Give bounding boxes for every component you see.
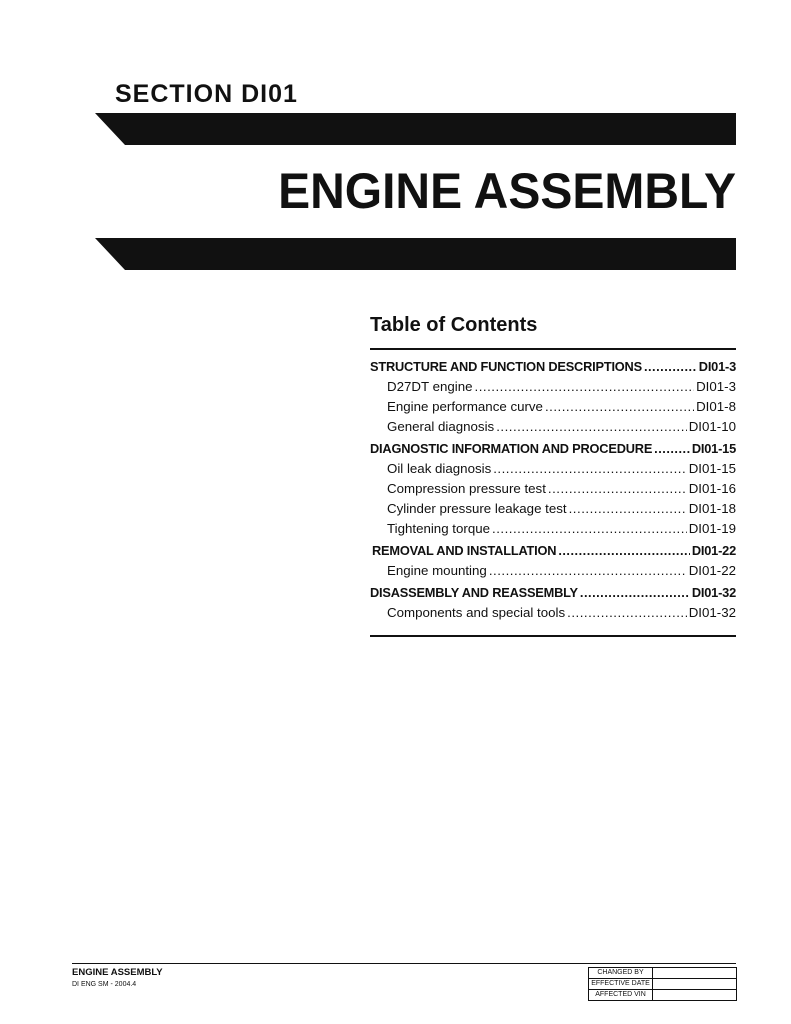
change-label: CHANGED BY [589, 968, 653, 979]
toc-leader-dots [492, 519, 687, 539]
toc-page-number: DI01-16 [688, 481, 736, 496]
change-value [653, 979, 737, 990]
toc-entry-text: D27DT engine [387, 379, 473, 394]
toc-section-entry [370, 541, 736, 561]
change-record-table [588, 967, 737, 1001]
toc-page-number: DI01-22 [688, 563, 736, 578]
header-band-top [0, 113, 791, 145]
toc-entry-text: DIAGNOSTIC INFORMATION AND PROCEDURE [370, 441, 653, 456]
toc-leader-dots [489, 561, 687, 581]
toc-entry [370, 561, 736, 581]
toc-leader-dots [644, 357, 697, 377]
toc-entry [370, 499, 736, 519]
toc-page-number: DI01-19 [688, 521, 736, 536]
change-row-effective-date [589, 979, 737, 990]
toc-leader-dots [580, 583, 690, 603]
toc-title: Table of Contents [370, 314, 538, 336]
toc-entry [370, 417, 736, 437]
toc-page-number: DI01-22 [691, 543, 736, 558]
footer-title: ENGINE ASSEMBLY [72, 967, 163, 978]
change-row-affected-vin [589, 990, 737, 1001]
toc-leader-dots [654, 439, 690, 459]
toc-leader-dots [569, 499, 687, 519]
toc-entry-text: REMOVAL AND INSTALLATION [372, 543, 557, 558]
toc-entry-text: Cylinder pressure leakage test [387, 501, 567, 516]
toc-entry-text: Compression pressure test [387, 481, 546, 496]
toc-entry-text: Components and special tools [387, 605, 566, 620]
toc-leader-dots [548, 479, 687, 499]
toc-leader-dots [558, 541, 690, 561]
toc-list [370, 357, 736, 623]
change-value [653, 968, 737, 979]
toc-page-number: DI01-32 [688, 605, 736, 620]
toc-entry-text: Tightening torque [387, 521, 490, 536]
toc-page-number: DI01-15 [691, 441, 736, 456]
page-title: ENGINE ASSEMBLY [278, 163, 736, 219]
table-of-contents [370, 312, 736, 637]
toc-page-number: DI01-3 [698, 359, 736, 374]
toc-page-number: DI01-15 [688, 461, 736, 476]
toc-section-entry [370, 583, 736, 603]
toc-top-rule [370, 348, 736, 350]
header-band-bottom [0, 238, 791, 270]
toc-page-number: DI01-3 [696, 379, 736, 394]
change-value [653, 990, 737, 1001]
toc-leader-dots [545, 397, 694, 417]
toc-page-number: DI01-18 [688, 501, 736, 516]
toc-page-number: DI01-32 [691, 585, 736, 600]
toc-leader-dots [567, 603, 687, 623]
change-label: EFFECTIVE DATE [589, 979, 653, 990]
toc-page-number: DI01-10 [688, 419, 736, 434]
toc-entry [370, 479, 736, 499]
toc-section-entry [370, 357, 736, 377]
toc-leader-dots [493, 459, 686, 479]
footer-rule [72, 963, 736, 964]
toc-entry-text: DISASSEMBLY AND REASSEMBLY [370, 585, 578, 600]
toc-entry [370, 397, 736, 417]
toc-entry-text: General diagnosis [387, 419, 495, 434]
toc-leader-dots [496, 417, 687, 437]
toc-entry-text: Oil leak diagnosis [387, 461, 492, 476]
toc-entry [370, 519, 736, 539]
toc-entry [370, 377, 736, 397]
change-label: AFFECTED VIN [589, 990, 653, 1001]
toc-entry-text: Engine performance curve [387, 399, 543, 414]
toc-leader-dots [475, 377, 695, 397]
toc-entry [370, 603, 736, 623]
toc-bottom-rule [370, 635, 736, 637]
toc-page-number: DI01-8 [696, 399, 736, 414]
toc-entry [370, 459, 736, 479]
change-row-changed-by [589, 968, 737, 979]
toc-section-entry [370, 439, 736, 459]
toc-entry-text: Engine mounting [387, 563, 487, 578]
toc-entry-text: STRUCTURE AND FUNCTION DESCRIPTIONS [370, 359, 642, 374]
section-label: SECTION DI01 [115, 80, 298, 108]
footer-document-code: DI ENG SM - 2004.4 [72, 981, 137, 988]
